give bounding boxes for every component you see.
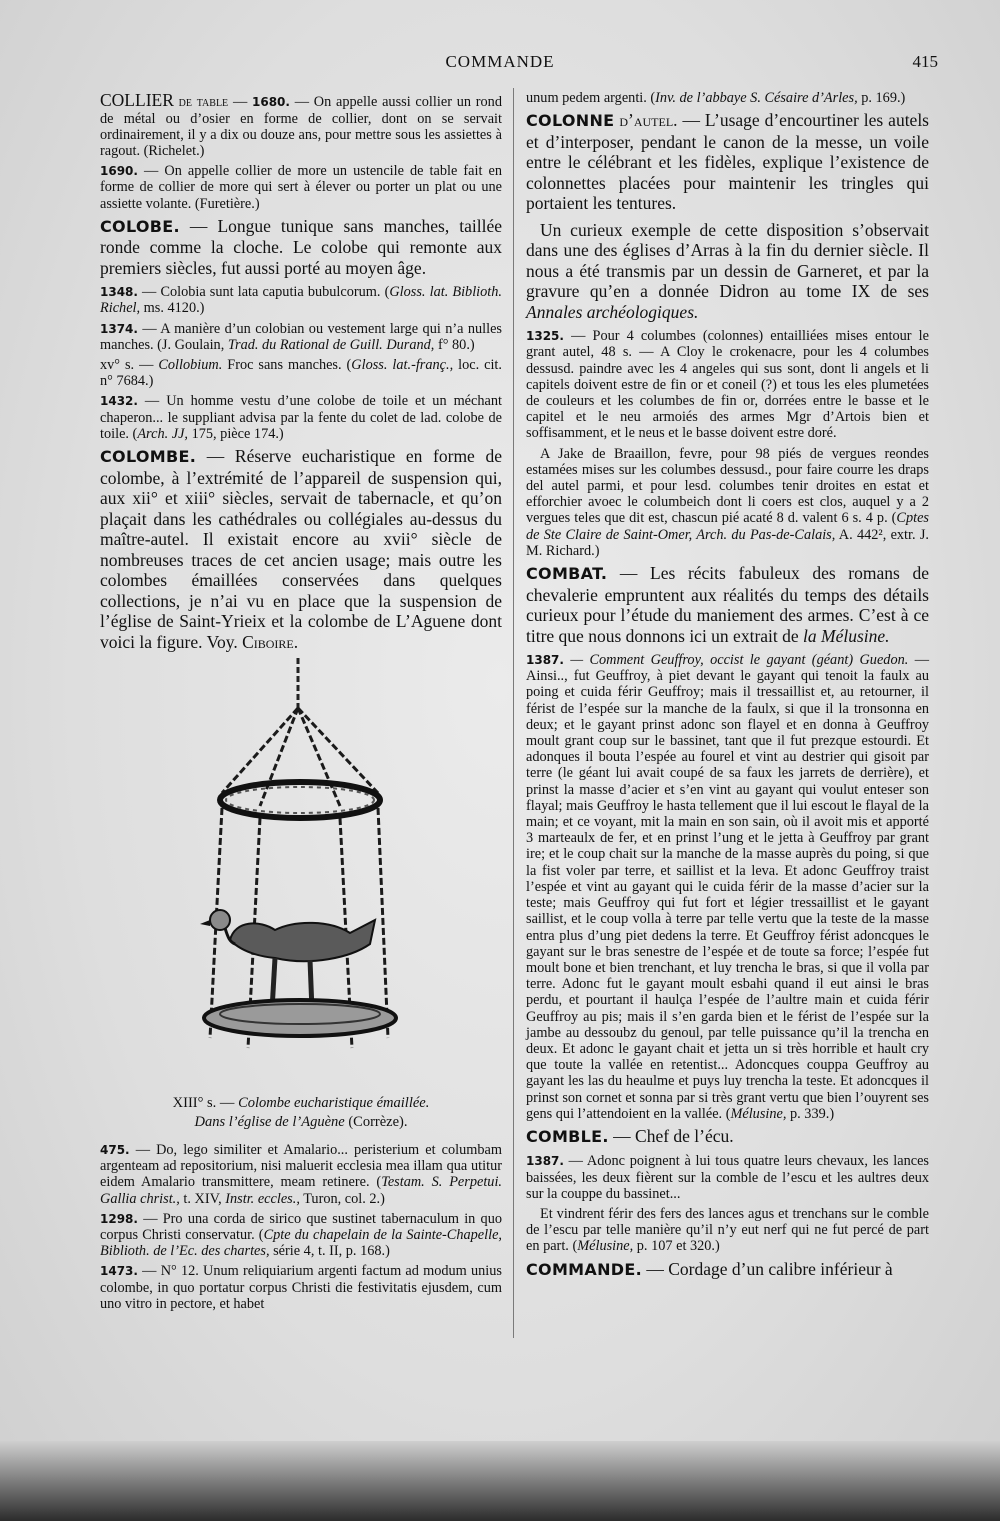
caption-location: Dans l’église de l’Aguène [194, 1114, 345, 1131]
citation-text: 175, pièce 174.) [188, 425, 284, 442]
citation-text: — [134, 357, 159, 374]
headword-colobe: COLOBE. [100, 216, 180, 236]
figure-caption [100, 1094, 502, 1132]
citation-text: t. XIV, [179, 1190, 226, 1207]
citation [100, 284, 502, 316]
citation-text: loc. cit. n° 7684.) [100, 357, 502, 390]
citation-text: — Pour 4 columbes (colonnes) entailliées mises entour le grant autel, 48 s. — A Cloy le crokenacre, pour les 4 columbes dessusd. paindre avec les 4 angeles qui sus sont, dont li angels et li capitels doivent estre de fin or et coneil (?) et tous les eles plumetées de couleurs et les columbes de fin or, dorrées entre le basse et le capitel et le neu armoiés des armes Mgr d’Artois bien et soffisamment, et le neus et le basse doivent estre doré. [526, 328, 929, 442]
headword-collier-sub: de table [178, 94, 229, 110]
illustration-eucharistic-dove [100, 658, 502, 1088]
running-head: COMMANDE [445, 52, 555, 71]
citation-text: — Un homme vestu d’une colobe de toile et un méchant chaperon... le suppliant advisa par la fente du colet de lad. colobe de toile. ( [100, 393, 502, 442]
dove-engraving [200, 658, 400, 1088]
year: 1374. [100, 321, 138, 336]
left-column [100, 90, 502, 1316]
citation [526, 446, 929, 559]
paragraph-text: Un curieux exemple de cette disposition s’observait dans une des églises d’Arras à la fin du dernier siècle. Il nous a été transmis par un dessin de Garneret, et par la gravure qu’en a donnée Didron au tome IX de ses [526, 219, 929, 302]
citation-text: Et vindrent férir des fers des lances agus et trenchans sur le comble de l’escu par telle manière qu’il n’y eut nerf qui ne fut percé de part en part. ( [526, 1206, 929, 1255]
definition: — Longue tunique sans manches, taillée ronde comme la cloche. Le colobe qui remonte aux premiers siècles, fut aussi porté au moyen âge. [100, 215, 502, 278]
citation-text: A. 442², extr. J. M. Richard.) [526, 526, 929, 559]
definition: — Réserve eucharistique en forme de colombe, à l’extrémité de l’appareil de suspension qui, aux xii° et xiii° siècles, servait de tabernacle, et qu’on plaçait dans les cathédrales ou collégiales au-dessus du maître-autel. Il existait encore au xvii° siècle de nombreuses traces de cet ancien usage; mais outre les colombes émaillées conservées dans quelques collections, je n’ai vu en place que la suspension de l’église de Saint-Yrieix et la colombe de L’Aguene dont voici la figure. Voy. [100, 446, 502, 652]
citation [100, 357, 502, 389]
entry-combat [526, 563, 929, 646]
citation [100, 393, 502, 442]
citation-source: Trad. du Rational de Guill. Durand, [227, 336, 435, 353]
citation-text: unum pedem argenti. ( [526, 90, 656, 106]
citation-source: Mélusine, [577, 1238, 634, 1255]
page-bottom-shadow [0, 1441, 1000, 1521]
citation-text: — Adonc poignent à lui tous quatre leurs chevaux, les lances baissées, les deux fièrent sur la comble de l’escu et les aultres deux sur la couppe du bassinet... [526, 1153, 929, 1202]
citation-text: f° 80.) [434, 336, 475, 353]
citation [526, 1206, 929, 1255]
citation-text: p. 169.) [857, 90, 906, 106]
entry-comble [526, 1126, 929, 1148]
citation-source: Arch. JJ, [137, 425, 189, 442]
citation-text: Turon, col. 2.) [299, 1190, 385, 1207]
citation [526, 1153, 929, 1202]
citation [526, 652, 929, 1122]
citation-source: Gloss. lat.-franç., [351, 357, 454, 374]
citation [100, 1263, 502, 1312]
citation [526, 328, 929, 441]
citation-text: — Colobia sunt lata caputia bubulcorum. ( [137, 284, 390, 301]
citation-text: — On appelle collier de more un ustencile de table fait en forme de collier de more qui sert à élever ou porter un plat ou une assiette volante. (Furetière.) [100, 163, 502, 212]
caption-title: Colombe eucharistique émaillée. [238, 1095, 430, 1112]
citation [100, 1211, 502, 1260]
right-column [526, 90, 929, 1286]
reference-title: la Mélusine. [803, 625, 890, 646]
page-header [0, 52, 1000, 76]
citation-text: série 4, t. II, p. 168.) [269, 1243, 390, 1260]
cross-reference: Ciboire. [242, 631, 299, 652]
year: 475. [100, 1143, 130, 1158]
citation-text: — A manière d’un colobian ou vestement large qui n’a nulles manches. (J. Goulain, [100, 320, 502, 353]
citation-term: Collobium. [158, 357, 223, 374]
year: 1680. [252, 95, 290, 109]
entry-colonne [526, 110, 929, 214]
headword-comble: COMBLE. [526, 1126, 609, 1146]
caption-text: XIII° s. — [172, 1095, 239, 1112]
year: 1690. [100, 164, 138, 179]
citation-source: Testam. S. Perpetui. Gallia christ., [100, 1174, 502, 1207]
citation-text: — On appelle aussi collier un rond de métal ou d’osier en forme de collier, dont on se servait ordinairement, il y a dix ou douze ans, pour mettre sous les assiettes à ragout. (Richelet.) [100, 94, 502, 159]
citation-source: Cpte du chapelain de la Sainte-Chapelle, Biblioth. de l’Ec. des chartes, [100, 1227, 503, 1260]
caption-text: (Corrèze). [344, 1114, 408, 1131]
headword-collier: COLLIER [100, 90, 174, 110]
citation-text: A Jake de Braaillon, fevre, pour 98 piés de vergues reondes estamées mises sur les columbes dessusd., pour faire courre les draps del autel parmi, et pour lesd. columbes tenir droites en estat et efforchier avoec le columbeich dont li coers est clos, auquel y a 2 vergues teles que dit est, chascun pié acaté 8 d. valent 6 s. 4 p. ( [526, 445, 929, 527]
citation-text: — Ainsi.., fut Geuffroy, à piet devant le gayant qui tenoit la faulx au poing et cuida férir Geuffroy; mais il tressaillist et, au retourner, il férist de l’espée sur la manche de la faulx, si que il la tronsonna en deux; et le gayant prinst adonc son flayel et en donna à Geuffroy moult grant coup sur le bassinet, tant que il fut prezque estourdi. Et adonques il bouta l’espée au fourel et vint au destrier qui gisoit par terre (le géant lui avait coupé de sa faux les jarrets de derrière), et prinst la masse d’acier et s’en vint au gayant qui voulut enteser son flayal; mais Geuffroy le hasta tellement que il lui escout le flayal de la main; et ce voyant, mit la main en son sain, où il avoit mis et apporté 3 marteaulx de fer, et en prinst l’ung et le jetta à Geuffroy par grant ire; et le coup chait sur la manche de la masse auprès du poing, si que la fist voler par terre, et saillist et la leva. Et adonc Geuffroy traist l’espée et vint au gayant qui le cuida férir de la masse d’acier sur la teste; mais Geuffroy qui fut fort et légier tressaillist et le gayant saillist, et le coup volla à terre par telle vertu que la teste de la masse entra plus d’ung piet dedens la terre. Et Geuffroy férist adoncques le gayant sur le bras senestre de l’espée et de toute sa force; l’espée fut moult bone et bien trenchant, et luy trencha le bras, si que il volla par terre. Adonc fut le gayant moult esbahi quand il eut ainsi le bras perdu, et pourtant il haulça l’espée de l’aultre main et cuida férir Geuffroy au pis; mais il s’en garda bien et le férist de l’espée sur la jambe au dessoubz du genoul, par telle puissance qu’il la trencha en deux. Et adonc le gayant chait et jetta un si très horrible et hault cry que toute la vallée en retentist... Adoncques couppa Geuffroy au gayant les las du heaulme et puys luy trencha la teste. Et adoncques il prinst son cornet et sonna par si très grant vertu que bien l’ouyrent ses gens qui l’attendoient en la vallée. ( [526, 652, 929, 1122]
entry-collier: COLLIER de table — 1680. — On appelle aussi collier un rond de métal ou d’osier en forme de collier, dont on se servait ordinairement, il y a dix ou douze ans, pour mettre sous les assiettes à ragout. (Richelet.) [100, 90, 502, 159]
citation-text: p. 339.) [786, 1105, 835, 1122]
headword-commande: COMMANDE. [526, 1259, 642, 1279]
definition: — Les récits fabuleux des romans de chevalerie empruntent aux réalités du temps des détails curieux pour l’étude du maniement des armes. C’est à ce titre que nous donnons ici un extrait de [526, 563, 929, 646]
definition: — Cordage d’un calibre inférieur à [641, 1258, 893, 1279]
century: xv° s. [100, 357, 135, 374]
citation-text: — Do, lego similiter et Amalario... peristerium et columbam argenteam ad repositorium, nisi maluerit ecclesia mea illam qua utitur eidem Amalario transmittere, meam retinere. ( [100, 1142, 502, 1191]
year: 1473. [100, 1264, 138, 1279]
entry-colobe [100, 216, 502, 279]
citation-text: — N° 12. Unum reliquiarium argenti factum ad modum unius colombe, in quo portatur corpus Christi die festivitatis ejusdem, cum uno vitro in pectore, et habet [100, 1263, 502, 1312]
citation-title: — Comment Geuffroy, occist le gayant (géant) Guedon. [563, 652, 909, 669]
year: 1298. [100, 1211, 138, 1226]
citation-continued [526, 90, 929, 106]
citation-source: Mélusine, [730, 1105, 787, 1122]
definition: — L’usage d’encourtiner les autels et d’interposer, pendant le canon de la messe, un voile entre le célébrant et les fidèles, explique l’existence de colonnettes placées pour maintenir les tringles qui portaient les tentures. [526, 110, 929, 214]
citation [100, 1142, 502, 1207]
citation [100, 321, 502, 353]
citation-source: Instr. eccles., [225, 1190, 300, 1207]
column-rule [513, 88, 514, 1338]
year: 1348. [100, 285, 138, 300]
citation-source: Inv. de l’abbaye S. Césaire d’Arles, [655, 90, 858, 106]
definition: — Chef de l’écu. [608, 1125, 734, 1146]
reference-title: Annales archéologiques. [526, 301, 699, 322]
citation-text: p. 107 et 320.) [633, 1238, 720, 1255]
citation-source: Cptes de Ste Claire de Saint-Omer, Arch. du Pas-de-Calais, [526, 510, 929, 543]
citation-text: Froc sans manches. ( [222, 357, 352, 374]
headword-colonne-sub: d’autel. [619, 110, 678, 131]
headword-combat: COMBAT. [526, 564, 608, 584]
citation-source: Gloss. lat. Biblioth. Richel, [100, 284, 502, 317]
citation-text: ms. 4120.) [140, 300, 205, 317]
year: 1325. [526, 329, 564, 344]
entry-commande [526, 1259, 929, 1281]
headword-colonne: COLONNE [526, 111, 615, 131]
year: 1387. [526, 1154, 564, 1169]
headword-colombe: COLOMBE. [100, 447, 197, 467]
year: 1387. [526, 653, 564, 668]
paragraph [526, 220, 929, 323]
entry-colombe [100, 446, 502, 652]
year: 1432. [100, 394, 138, 409]
citation [100, 163, 502, 212]
page-number: 415 [912, 52, 938, 71]
citation-text: — Pro una corda de sirico que sustinet tabernaculum in quo corpus Christi conservatur. ( [100, 1210, 502, 1244]
